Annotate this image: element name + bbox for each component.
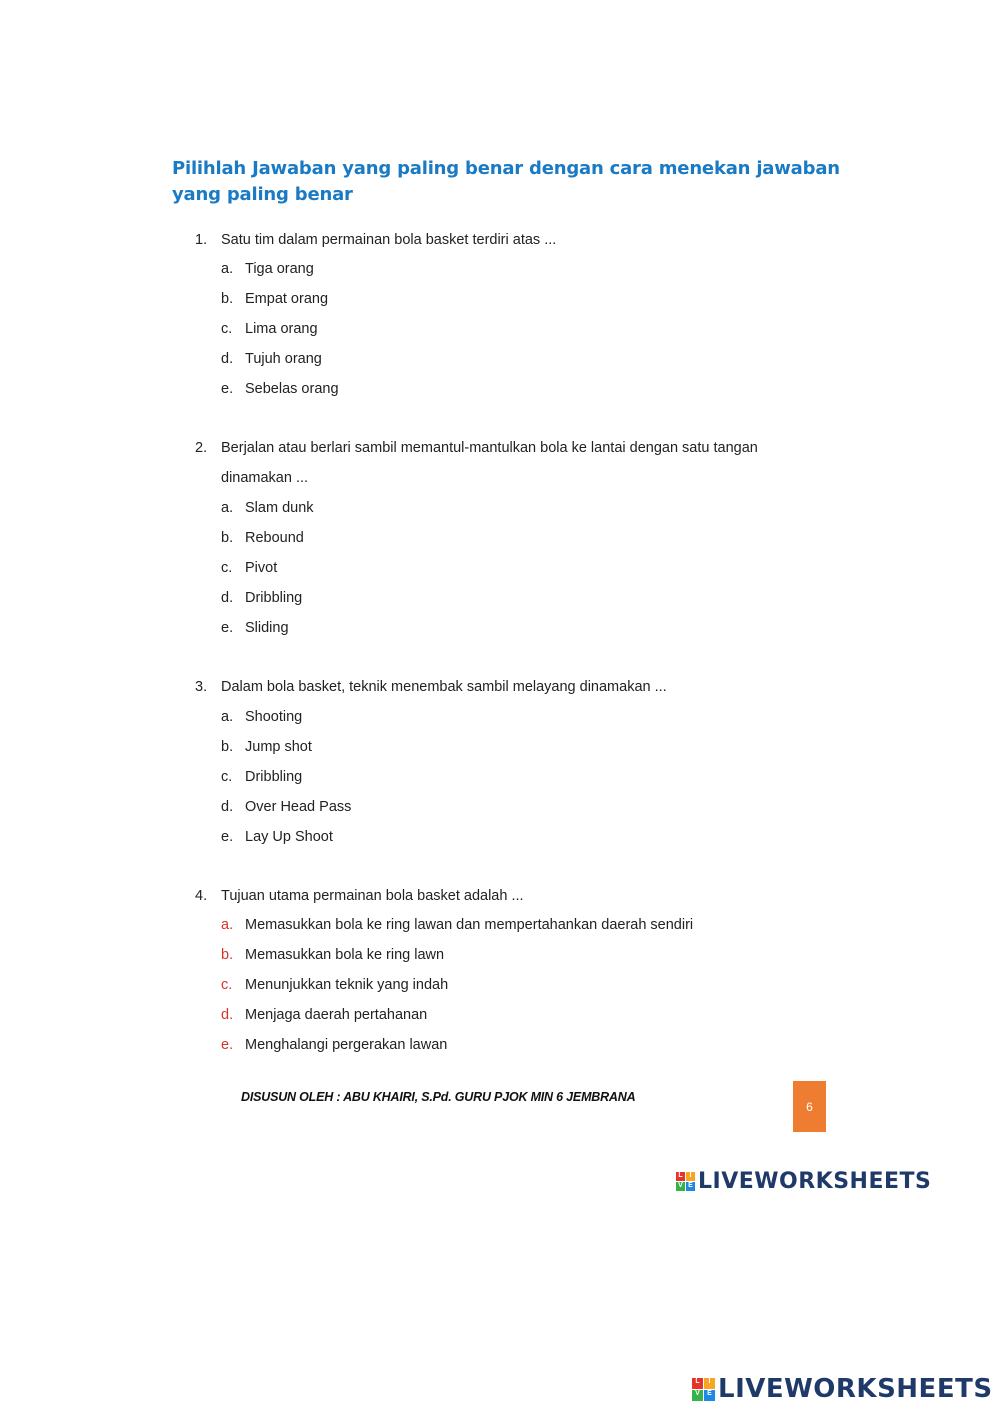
option-text[interactable]: Memasukkan bola ke ring lawan dan mempertahankan daerah sendiri (245, 917, 694, 933)
option-letter: e. (221, 829, 234, 845)
option-letter: e. (221, 620, 234, 636)
question-number: 2. (195, 440, 208, 456)
option-letter: b. (221, 947, 234, 963)
option-text[interactable]: Tiga orang (245, 261, 314, 277)
option-letter: d. (221, 351, 234, 367)
option-letter: a. (221, 709, 234, 725)
question-text: Satu tim dalam permainan bola basket terdiri atas ... (221, 232, 557, 248)
option-text[interactable]: Lay Up Shoot (245, 829, 333, 845)
option-letter: b. (221, 291, 234, 307)
option-letter: d. (221, 1007, 234, 1023)
option-text[interactable]: Menunjukkan teknik yang indah (245, 977, 449, 993)
option-text[interactable]: Pivot (245, 560, 278, 576)
logo-letter: V (676, 1182, 685, 1191)
question-number: 1. (195, 232, 208, 248)
worksheet-title: Pilihlah Jawaban yang paling benar dengan cara menekan jawaban yang paling benar (172, 158, 840, 205)
option-text[interactable]: Dribbling (245, 590, 303, 606)
option-letter: e. (221, 381, 234, 397)
live-logo-icon (676, 1172, 695, 1191)
brand-wordmark: LIVEWORKSHEETS (698, 1169, 932, 1194)
option-text[interactable]: Tujuh orang (245, 351, 322, 367)
logo-letter: L (692, 1378, 703, 1389)
option-letter: b. (221, 530, 234, 546)
author-credit: DISUSUN OLEH : ABU KHAIRI, S.Pd. GURU PJOK MIN 6 JEMBRANA (241, 1090, 636, 1104)
option-letter: e. (221, 1037, 234, 1053)
logo-letter: L (676, 1172, 685, 1181)
option-letter: b. (221, 739, 234, 755)
logo-letter: V (692, 1390, 703, 1401)
option-letter: c. (221, 321, 233, 337)
brand-wordmark: LIVEWORKSHEETS (718, 1374, 993, 1404)
option-letter: d. (221, 590, 234, 606)
option-text[interactable]: Sebelas orang (245, 381, 339, 397)
live-logo-icon (692, 1378, 715, 1401)
option-letter: a. (221, 261, 234, 277)
page-number-badge: 6 (793, 1081, 826, 1132)
option-text[interactable]: Menjaga daerah pertahanan (245, 1007, 428, 1023)
option-text[interactable]: Dribbling (245, 769, 303, 785)
logo-letter: I (686, 1172, 695, 1181)
option-text[interactable]: Lima orang (245, 321, 318, 337)
option-text[interactable]: Rebound (245, 530, 304, 546)
question-text: Berjalan atau berlari sambil memantul-mantulkan bola ke lantai dengan satu tangan (221, 440, 758, 456)
option-letter: c. (221, 977, 233, 993)
option-letter: a. (221, 917, 234, 933)
option-text[interactable]: Over Head Pass (245, 799, 352, 815)
question-text-continued: dinamakan ... (221, 470, 309, 486)
option-letter: c. (221, 769, 233, 785)
question-number: 3. (195, 679, 208, 695)
option-letter: d. (221, 799, 234, 815)
option-text[interactable]: Slam dunk (245, 500, 314, 516)
question-text: Tujuan utama permainan bola basket adalah ... (221, 888, 524, 904)
option-text[interactable]: Empat orang (245, 291, 329, 307)
option-text[interactable]: Sliding (245, 620, 289, 636)
question-number: 4. (195, 888, 208, 904)
logo-letter: I (704, 1378, 715, 1389)
option-text[interactable]: Jump shot (245, 739, 312, 755)
option-letter: a. (221, 500, 234, 516)
liveworksheets-logo (676, 1169, 931, 1194)
question-text: Dalam bola basket, teknik menembak sambil melayang dinamakan ... (221, 679, 667, 695)
option-text[interactable]: Shooting (245, 709, 303, 725)
option-letter: c. (221, 560, 233, 576)
option-text[interactable]: Menghalangi pergerakan lawan (245, 1037, 448, 1053)
logo-letter: E (686, 1182, 695, 1191)
option-text[interactable]: Memasukkan bola ke ring lawn (245, 947, 445, 963)
logo-letter: E (704, 1390, 715, 1401)
liveworksheets-watermark (692, 1374, 993, 1404)
